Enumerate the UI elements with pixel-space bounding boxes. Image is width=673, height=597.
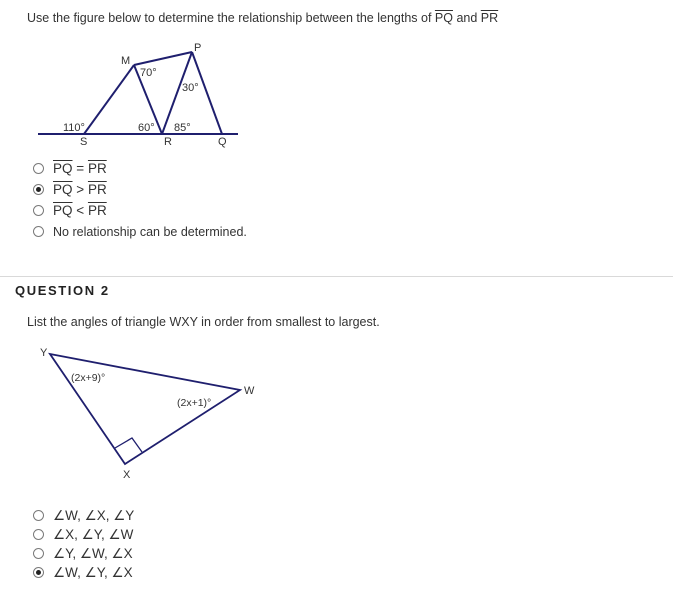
choice-op: = [76,161,85,176]
question-2-title: QUESTION 2 [15,283,110,298]
choice-right: $\overline{PR}$ [87,161,107,176]
radio-button-selected[interactable] [33,184,44,195]
angle-y-label: (2x+9)° [71,372,106,384]
angle-r-right-label: 85° [174,122,191,134]
question-1 [0,0,673,277]
prompt-text: Use the figure below to determine the relationship between the lengths of [27,11,432,25]
question-2-prompt: List the angles of triangle WXY in order from smallest to largest. [27,315,380,329]
choice-left: $\overline{PQ}$ [53,203,73,218]
label-y: Y [40,347,48,359]
triangle-figure-2 [0,340,673,500]
choice-label: No relationship can be determined. [53,224,247,239]
choice-label [53,182,107,197]
choice-pq-equals-pr[interactable] [33,158,247,179]
radio-button-selected[interactable] [33,567,44,578]
triangle-wxy [50,354,240,464]
label-m: M [121,55,131,67]
radio-button[interactable] [33,205,44,216]
choice-op: > [76,182,85,197]
label-q: Q [218,136,227,148]
label-r: R [164,136,172,148]
question-1-choices [33,158,247,242]
segment-pr: $\overline{PR}$ [480,11,499,25]
segment-mp [134,52,192,65]
label-p: P [194,42,202,54]
choice-label: ∠W, ∠X, ∠Y [53,507,135,523]
label-w: W [244,385,255,397]
segment-pq: $\overline{PQ}$ [434,11,453,25]
angle-w-label: (2x+1)° [177,397,212,409]
choice-label [53,203,107,218]
choice-pq-greater-pr[interactable] [33,179,247,200]
choice-label: ∠X, ∠Y, ∠W [53,526,134,542]
section-divider [0,276,673,277]
label-s: S [80,136,88,148]
choice-pq-less-pr[interactable] [33,200,247,221]
angle-r-left-label: 60° [138,122,155,134]
segment-sm [84,65,134,134]
choice-label: ∠Y, ∠W, ∠X [53,545,133,561]
question-2-choices [33,506,134,582]
right-angle-marker [115,438,142,452]
angle-m-label: 70° [140,67,157,79]
choice-w-x-y[interactable] [33,506,134,525]
choice-right: $\overline{PR}$ [87,203,107,218]
triangle-figure-1 [0,0,673,160]
radio-button[interactable] [33,163,44,174]
angle-p-label: 30° [182,82,199,94]
radio-button[interactable] [33,510,44,521]
prompt-and: and [456,11,478,25]
radio-button[interactable] [33,226,44,237]
choice-w-y-x[interactable] [33,563,134,582]
choice-no-relationship[interactable] [33,221,247,242]
choice-right: $\overline{PR}$ [87,182,107,197]
angle-s-label: 110° [63,122,85,134]
label-x: X [123,469,131,481]
choice-op: < [76,203,85,218]
radio-button[interactable] [33,548,44,559]
choice-left: $\overline{PQ}$ [53,161,73,176]
choice-label: ∠W, ∠Y, ∠X [53,564,133,580]
choice-left: $\overline{PQ}$ [53,182,73,197]
choice-label [53,161,107,176]
choice-y-w-x[interactable] [33,544,134,563]
choice-x-y-w[interactable] [33,525,134,544]
radio-button[interactable] [33,529,44,540]
